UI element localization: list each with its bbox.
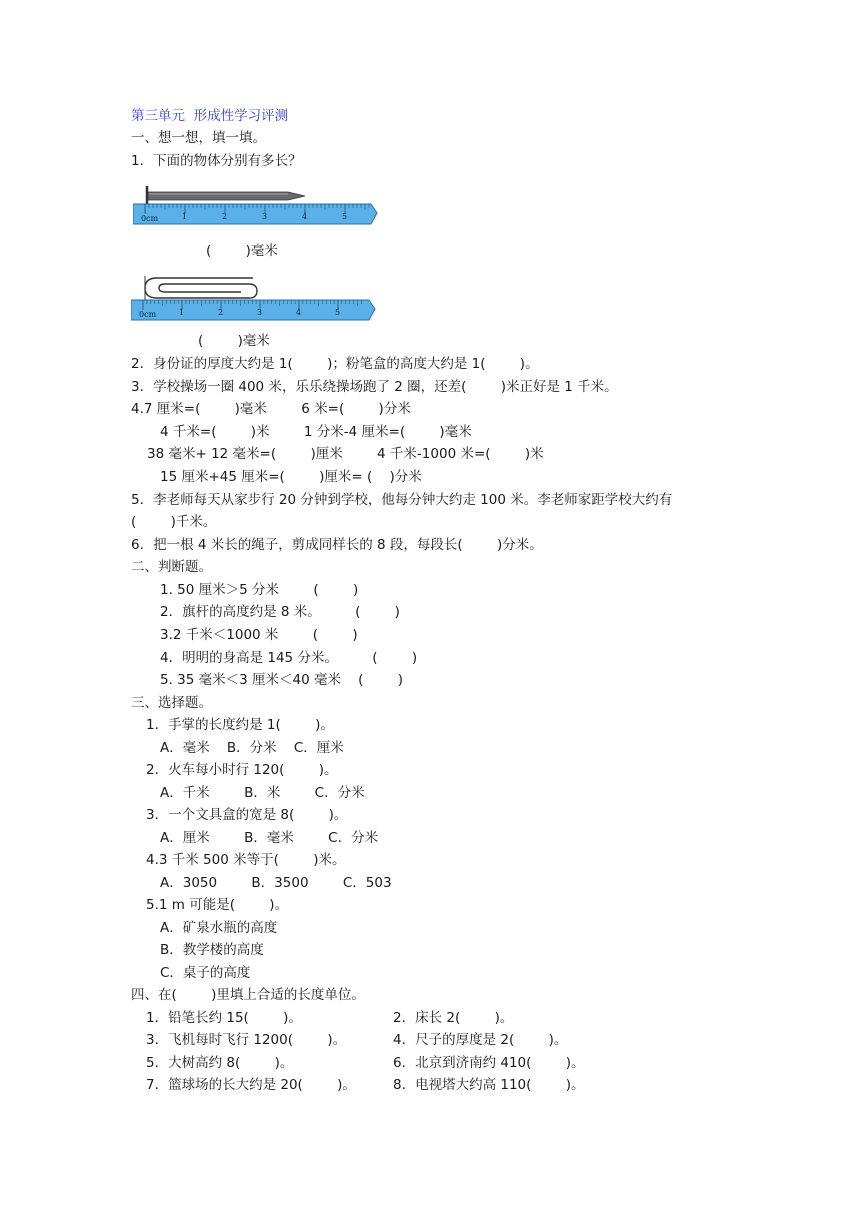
section-3-heading: 三、选择题。 — [131, 695, 212, 711]
choice-question-4: 4.3 千米 500 米等于( )米。 — [146, 852, 346, 868]
question-1-5a: 5．李老师每天从家步行 20 分钟到学校，他每分钟大约走 100 米。李老师家距学校大约有 — [131, 492, 673, 508]
section-2-heading: 二、判断题。 — [131, 559, 212, 575]
ruler-tick-label: 4 — [296, 308, 302, 317]
unit-item-4: 4．尺子的厚度是 2( )。 — [393, 1032, 568, 1048]
unit-item-1: 1．铅笔长约 15( )。 — [146, 1010, 302, 1026]
unit-item-6: 6．北京到济南约 410( )。 — [393, 1055, 585, 1071]
ruler-tick-label: 5 — [342, 212, 348, 221]
judge-item-1: 1. 50 厘米＞5 分米 ( ) — [160, 582, 359, 598]
question-1-1: 1．下面的物体分别有多长？ — [131, 153, 302, 169]
ruler-paperclip-figure — [131, 272, 381, 322]
ruler-nail-figure — [133, 184, 383, 230]
question-1-4b: 4 千米=( )米 1 分米-4 厘米=( )毫米 — [160, 424, 472, 440]
choice-option-5a: A．矿泉水瓶的高度 — [160, 920, 278, 936]
ruler-tick-label: 3 — [257, 308, 263, 317]
choice-options-1: A．毫米 B．分米 C．厘米 — [160, 740, 344, 756]
section-1-heading: 一、想一想，填一填。 — [131, 130, 266, 146]
unit-item-2: 2．床长 2( )。 — [393, 1010, 514, 1026]
ruler-tick-label: 3 — [262, 212, 268, 221]
choice-question-1: 1．手掌的长度约是 1( )。 — [146, 717, 334, 733]
judge-item-4: 4．明明的身高是 145 分米。 ( ) — [160, 650, 418, 666]
choice-question-3: 3．一个文具盒的宽是 8( )。 — [146, 807, 348, 823]
unit-item-3: 3．飞机每时飞行 1200( )。 — [146, 1032, 347, 1048]
judge-item-5: 5. 35 毫米＜3 厘米＜40 毫米 ( ) — [160, 672, 404, 688]
question-1-3: 3．学校操场一圈 400 米，乐乐绕操场跑了 2 圈，还差( )米正好是 1 千米。 — [131, 379, 618, 395]
choice-option-5b: B．教学楼的高度 — [160, 942, 264, 958]
choice-question-2: 2．火车每小时行 120( )。 — [146, 762, 338, 778]
ruler-tick-label: 4 — [302, 212, 308, 221]
choice-options-2: A．千米 B．米 C．分米 — [160, 785, 365, 801]
judge-item-3: 3.2 千米＜1000 米 ( ) — [160, 627, 358, 643]
ruler-1-answer: ( )毫米 — [206, 243, 278, 259]
ruler-tick-label: 2 — [218, 308, 224, 317]
choice-options-4: A．3050 B．3500 C．503 — [160, 875, 392, 891]
unit-item-5: 5．大树高约 8( )。 — [146, 1055, 294, 1071]
ruler-tick-label: 1 — [179, 308, 185, 317]
question-1-2: 2．身份证的厚度大约是 1( )；粉笔盒的高度大约是 1( )。 — [131, 356, 539, 372]
ruler-tick-label: 0cm — [139, 310, 157, 319]
unit-item-7: 7．篮球场的长大约是 20( )。 — [146, 1077, 356, 1093]
page-title: 第三单元 形成性学习评测 — [131, 108, 289, 124]
section-4-heading: 四、在( )里填上合适的长度单位。 — [131, 987, 365, 1003]
question-1-4d: 15 厘米+45 厘米=( )厘米= ( )分米 — [160, 469, 422, 485]
judge-item-2: 2．旗杆的高度约是 8 米。 ( ) — [160, 604, 400, 620]
question-1-5b: ( )千米。 — [131, 514, 217, 530]
ruler-tick-label: 2 — [222, 212, 228, 221]
question-1-6: 6．把一根 4 米长的绳子，剪成同样长的 8 段，每段长( )分米。 — [131, 537, 543, 553]
unit-item-8: 8．电视塔大约高 110( )。 — [393, 1077, 585, 1093]
question-1-4c: 38 毫米+ 12 毫米=( )厘米 4 千米-1000 米=( )米 — [147, 446, 544, 462]
ruler-tick-label: 0cm — [141, 214, 159, 223]
question-1-4a: 4.7 厘米=( )毫米 6 米=( )分米 — [131, 401, 411, 417]
ruler-tick-label: 1 — [182, 212, 188, 221]
choice-options-3: A．厘米 B．毫米 C．分米 — [160, 830, 379, 846]
choice-option-5c: C．桌子的高度 — [160, 965, 251, 981]
ruler-tick-label: 5 — [335, 308, 341, 317]
ruler-2-answer: ( )毫米 — [198, 333, 270, 349]
choice-question-5: 5.1 m 可能是( )。 — [146, 897, 289, 913]
